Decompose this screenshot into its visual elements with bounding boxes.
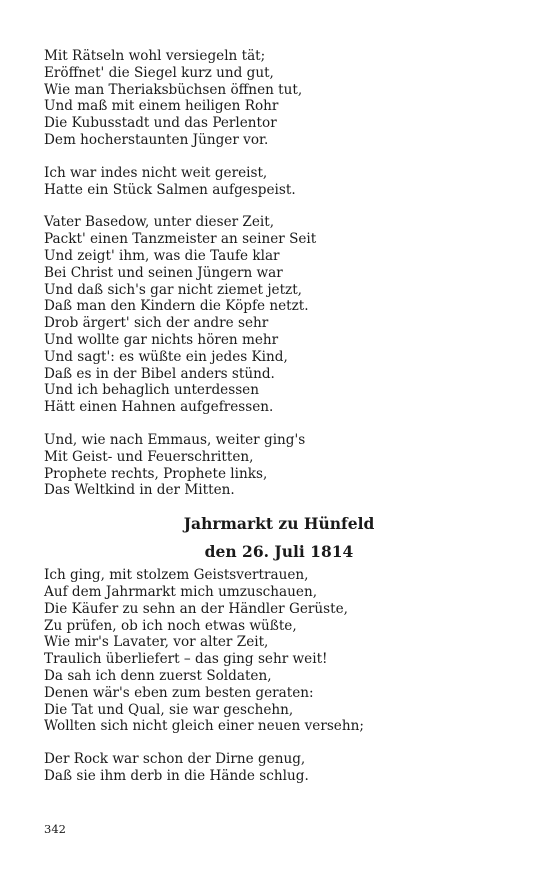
poem-title: Jahrmarkt zu Hünfeld	[183, 514, 375, 534]
verse-line: Dem hocherstaunten Jünger vor.	[44, 131, 269, 148]
verse-line: Daß man den Kindern die Köpfe netzt.	[44, 298, 309, 315]
poem-part-1	[44, 48, 514, 499]
verse-line: Denen wär's eben zum besten geraten:	[44, 684, 314, 701]
verse-line: Und, wie nach Emmaus, weiter ging's	[44, 431, 306, 448]
verse-line: Die Kubusstadt und das Perlentor	[44, 115, 277, 132]
verse-line: Daß sie ihm derb in die Hände schlug.	[44, 767, 309, 784]
verse-line: Da sah ich denn zuerst Soldaten,	[44, 667, 272, 684]
verse-line: Der Rock war schon der Dirne genug,	[44, 751, 306, 768]
verse-line: Wollten sich nicht gleich einer neuen versehn;	[44, 718, 364, 735]
stanza	[44, 567, 514, 735]
verse-line: Und daß sich's gar nicht ziemet jetzt,	[44, 281, 302, 298]
stanza	[44, 214, 514, 416]
poem-part-2	[44, 567, 514, 785]
stanza	[44, 165, 514, 199]
verse-line: Packt' einen Tanzmeister an seiner Seit	[44, 231, 317, 248]
verse-line: Drob ärgert' sich der andre sehr	[44, 315, 269, 332]
poem-date: den 26. Juli 1814	[204, 542, 354, 562]
verse-line: Hätt einen Hahnen aufgefressen.	[44, 399, 274, 416]
verse-line: Die Käufer zu sehn an der Händler Gerüste,	[44, 600, 348, 617]
verse-line: Ich ging, mit stolzem Geistsvertrauen,	[44, 567, 309, 584]
verse-line: Das Weltkind in der Mitten.	[44, 482, 235, 499]
verse-line: Wie mir's Lavater, vor alter Zeit,	[44, 634, 269, 651]
verse-line: Mit Rätseln wohl versiegeln tät;	[44, 48, 266, 64]
verse-line: Und zeigt' ihm, was die Taufe klar	[44, 247, 280, 264]
verse-line: Hatte ein Stück Salmen aufgespeist.	[44, 181, 296, 198]
stanza	[44, 432, 514, 499]
verse-line: Daß es in der Bibel anders stünd.	[44, 365, 275, 382]
stanza	[44, 48, 514, 149]
verse-line: Traulich überliefert – das ging sehr weit!	[44, 651, 328, 668]
verse-line: Zu prüfen, ob ich noch etwas wüßte,	[44, 617, 297, 634]
verse-line: Prophete rechts, Prophete links,	[44, 465, 268, 482]
verse-line: Auf dem Jahrmarkt mich umzuschauen,	[44, 583, 318, 600]
verse-line: Und maß mit einem heiligen Rohr	[44, 98, 279, 115]
stanza	[44, 751, 514, 785]
page-number: 342	[44, 822, 66, 836]
verse-line: Eröffnet' die Siegel kurz und gut,	[44, 64, 274, 81]
verse-line: Und ich behaglich unterdessen	[44, 382, 259, 399]
verse-line: Vater Basedow, unter dieser Zeit,	[44, 214, 275, 231]
verse-line: Und wollte gar nichts hören mehr	[44, 331, 279, 348]
verse-line: Bei Christ und seinen Jüngern war	[44, 264, 283, 281]
verse-line: Und sagt': es wüßte ein jedes Kind,	[44, 348, 288, 365]
verse-line: Wie man Theriaksbüchsen öffnen tut,	[44, 81, 303, 98]
page-body	[44, 48, 514, 801]
verse-line: Ich war indes nicht weit gereist,	[44, 164, 268, 181]
verse-line: Mit Geist- und Feuerschritten,	[44, 448, 254, 465]
verse-line: Die Tat und Qual, sie war geschehn,	[44, 701, 294, 718]
